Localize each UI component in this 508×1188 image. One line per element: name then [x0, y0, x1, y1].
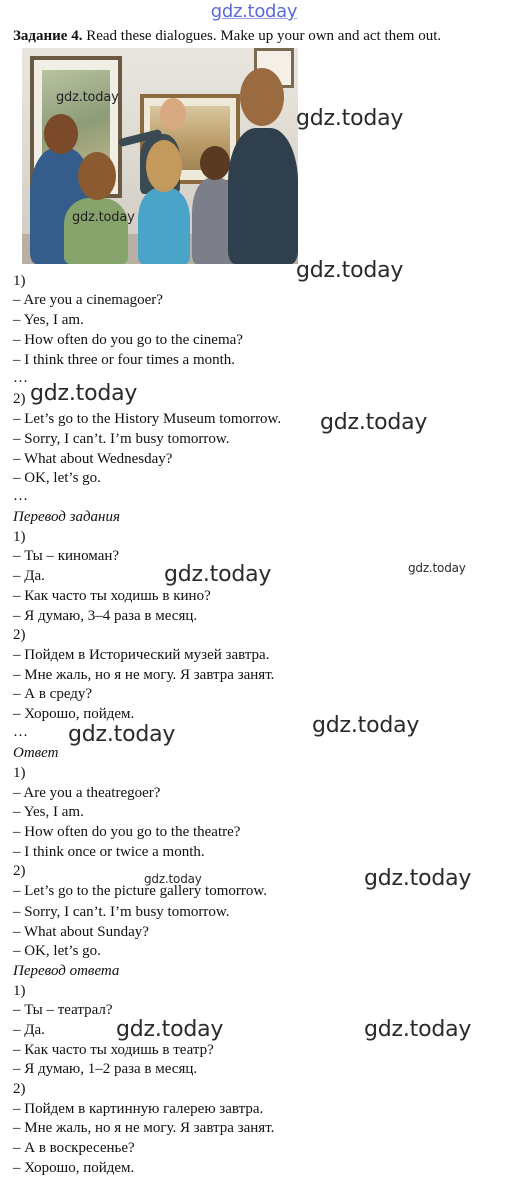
tr-dialogue-1-line-2: – Да. — [13, 568, 45, 584]
watermark-6: gdz.today — [408, 561, 466, 575]
translation-task-title: Перевод задания — [13, 509, 120, 525]
watermark-1: gdz.today — [296, 106, 404, 131]
atr-dialogue-2-line-1: – Пойдем в картинную галерею завтра. — [13, 1101, 264, 1117]
watermark-10: gdz.today — [144, 872, 202, 886]
atr-dialogue-2-line-3: – А в воскресенье? — [13, 1140, 135, 1156]
atr-dialogue-2-line-2: – Мне жаль, но я не могу. Я завтра занят. — [13, 1120, 275, 1136]
dialogue-2-line-3: – What about Wednesday? — [13, 451, 173, 467]
tr-dialogue-2-line-4: – Хорошо, пойдем. — [13, 706, 135, 722]
ans-dialogue-2-number: 2) — [13, 863, 26, 879]
answer-title: Ответ — [13, 745, 59, 761]
dialogue-2-line-4: – OK, let’s go. — [13, 470, 101, 486]
ellipsis-3: … — [13, 724, 28, 740]
watermark-4: gdz.today — [320, 410, 428, 435]
museum-photo — [22, 48, 298, 264]
ans-dialogue-2-line-4: – OK, let’s go. — [13, 943, 101, 959]
tr-dialogue-1-number: 1) — [13, 529, 26, 545]
ans-dialogue-1-line-3: – How often do you go to the theatre? — [13, 824, 241, 840]
ans-dialogue-1-number: 1) — [13, 765, 26, 781]
watermark-12: gdz.today — [364, 1017, 472, 1042]
atr-dialogue-1-line-3: – Как часто ты ходишь в театр? — [13, 1042, 214, 1058]
ans-dialogue-1-line-1: – Are you a theatregoer? — [13, 785, 161, 801]
watermark-2: gdz.today — [296, 258, 404, 283]
watermark-3: gdz.today — [30, 381, 138, 406]
atr-dialogue-2-line-4: – Хорошо, пойдем. — [13, 1160, 135, 1176]
watermark-7: gdz.today — [312, 713, 420, 738]
dialogue-1-line-3: – How often do you go to the cinema? — [13, 332, 243, 348]
watermark-9: gdz.today — [364, 866, 472, 891]
dialogue-2-line-1: – Let’s go to the History Museum tomorrow. — [13, 411, 282, 427]
task-label: Задание 4. — [13, 28, 83, 44]
task-instruction: Read these dialogues. Make up your own and act them out. — [82, 28, 442, 44]
ans-dialogue-1-line-2: – Yes, I am. — [13, 804, 84, 820]
tr-dialogue-2-line-2: – Мне жаль, но я не могу. Я завтра занят. — [13, 667, 275, 683]
watermark-11: gdz.today — [116, 1017, 224, 1042]
dialogue-1-line-1: – Are you a cinemagoer? — [13, 292, 163, 308]
ellipsis-1: … — [13, 370, 28, 386]
answer-translation-title: Перевод ответа — [13, 963, 120, 979]
dialogue-1-line-2: – Yes, I am. — [13, 312, 84, 328]
watermark-8: gdz.today — [68, 722, 176, 747]
tr-dialogue-2-number: 2) — [13, 627, 26, 643]
dialogue-1-line-4: – I think three or four times a month. — [13, 352, 236, 368]
tr-dialogue-1-line-3: – Как часто ты ходишь в кино? — [13, 588, 211, 604]
tr-dialogue-2-line-1: – Пойдем в Исторический музей завтра. — [13, 647, 270, 663]
atr-dialogue-1-number: 1) — [13, 983, 26, 999]
atr-dialogue-2-number: 2) — [13, 1081, 26, 1097]
ans-dialogue-2-line-2: – Sorry, I can’t. I’m busy tomorrow. — [13, 904, 230, 920]
watermark-photo-2: gdz.today — [72, 210, 135, 225]
atr-dialogue-1-line-1: – Ты – театрал? — [13, 1002, 113, 1018]
watermark-5: gdz.today — [164, 562, 272, 587]
dialogue-2-line-2: – Sorry, I can’t. I’m busy tomorrow. — [13, 431, 230, 447]
ans-dialogue-2-line-1: – Let’s go to the picture gallery tomorrow. — [13, 883, 267, 899]
watermark-photo-1: gdz.today — [56, 90, 119, 105]
tr-dialogue-2-line-3: – А в среду? — [13, 686, 93, 702]
task-heading — [13, 26, 503, 46]
atr-dialogue-1-line-2: – Да. — [13, 1022, 45, 1038]
dialogue-1-number: 1) — [13, 273, 26, 289]
ans-dialogue-1-line-4: – I think once or twice a month. — [13, 844, 205, 860]
atr-dialogue-1-line-4: – Я думаю, 1–2 раза в месяц. — [13, 1061, 198, 1077]
site-header-logo[interactable]: gdz.today — [210, 1, 298, 22]
tr-dialogue-1-line-1: – Ты – киноман? — [13, 548, 120, 564]
tr-dialogue-1-line-4: – Я думаю, 3–4 раза в месяц. — [13, 608, 198, 624]
dialogue-2-number: 2) — [13, 391, 26, 407]
ellipsis-2: … — [13, 488, 28, 504]
ans-dialogue-2-line-3: – What about Sunday? — [13, 924, 149, 940]
